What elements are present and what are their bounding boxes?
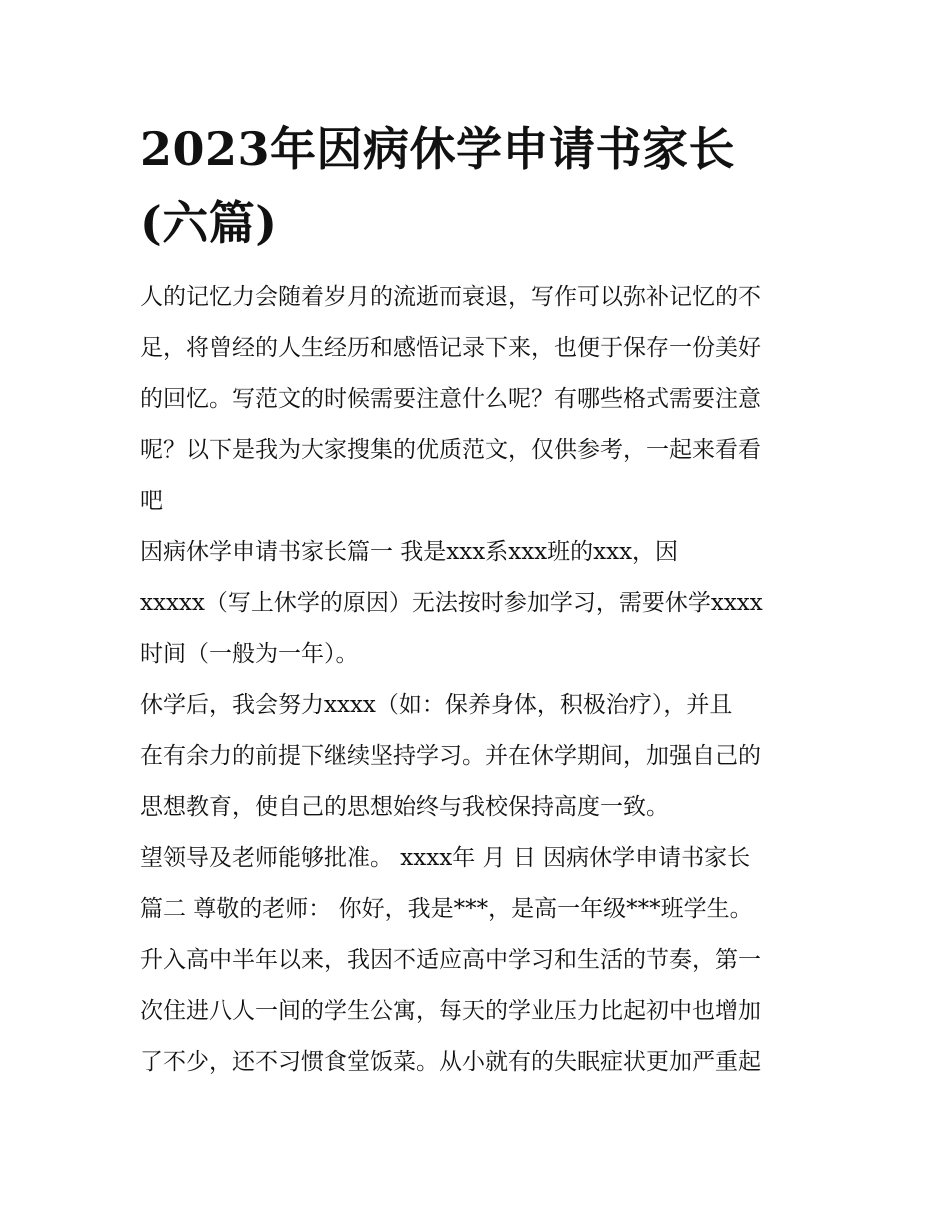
body-line-6: 因病休学申请书家长篇一 我是xxx系xxx班的xxx，因	[140, 539, 679, 565]
document-body	[140, 272, 812, 1088]
body-line-13: 篇二 尊敬的老师： 你好，我是***，是高一年级***班学生。	[140, 896, 753, 922]
body-line-15: 次住进八人一间的学生公寓，每天的学业压力比起初中也增加	[140, 998, 761, 1024]
body-line-14: 升入高中半年以来，我因不适应高中学习和生活的节奏，第一	[140, 947, 761, 973]
body-line-1: 人的记忆力会随着岁月的流逝而衰退，写作可以弥补记忆的不	[140, 284, 761, 310]
body-line-8: 时间（一般为一年）。	[140, 641, 359, 667]
document-page	[140, 112, 812, 1088]
document-title	[140, 112, 812, 260]
body-line-7: xxxxx（写上休学的原因）无法按时参加学习，需要休学xxxx	[140, 590, 763, 616]
title-line-2: (六篇)	[140, 196, 278, 250]
title-line-1: 2023年因病休学申请书家长	[140, 122, 736, 176]
body-line-16: 了不少，还不习惯食堂饭菜。从小就有的失眠症状更加严重起	[140, 1049, 761, 1075]
body-line-10: 在有余力的前提下继续坚持学习。并在休学期间，加强自己的	[140, 743, 761, 769]
body-line-11: 思想教育，使自己的思想始终与我校保持高度一致。	[140, 794, 669, 820]
body-line-4: 呢？以下是我为大家搜集的优质范文，仅供参考，一起来看看	[140, 437, 761, 463]
body-line-5: 吧	[140, 488, 163, 514]
body-line-9: 休学后，我会努力xxxx（如：保养身体，积极治疗），并且	[140, 692, 733, 718]
body-line-2: 足，将曾经的人生经历和感悟记录下来，也便于保存一份美好	[140, 335, 761, 361]
body-line-3: 的回忆。写范文的时候需要注意什么呢？有哪些格式需要注意	[140, 386, 761, 412]
body-line-12: 望领导及老师能够批准。 xxxx年 月 日 因病休学申请书家长	[140, 845, 751, 871]
